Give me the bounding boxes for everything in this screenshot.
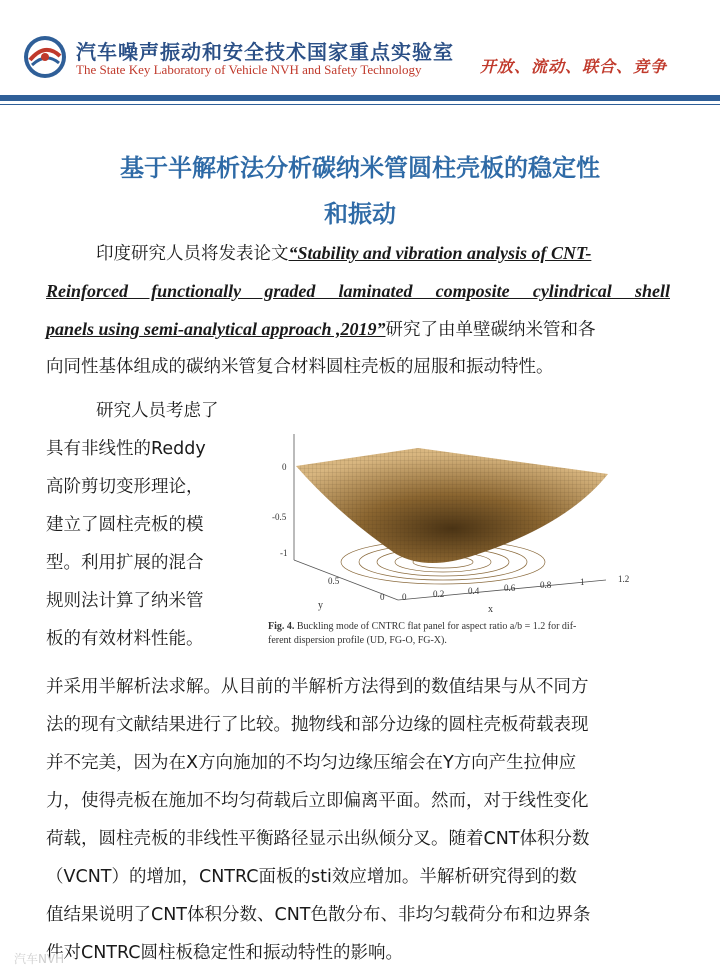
article-title: 基于半解析法分析碳纳米管圆柱壳板的稳定性 (120, 154, 600, 182)
intro-line-3 (46, 310, 596, 349)
paper-reference[interactable]: “Stability and vibration analysis of CNT- (288, 243, 592, 263)
body-line: （VCNT）的增加，CNTRC面板的sti效应增加。半解析研究得到的数 (46, 867, 577, 887)
paper-reference-end[interactable]: panels using semi-analytical approach ,2019” (46, 319, 386, 339)
caption-line-2: ferent dispersion profile (UD, FG-O, FG-X). (268, 635, 447, 646)
lab-name-en: The State Key Laboratory of Vehicle NVH and Safety Technology (76, 62, 422, 77)
lab-name-cn: 汽车噪声振动和安全技术国家重点实验室 (76, 40, 454, 64)
side-line: 具有非线性的Reddy (46, 439, 206, 459)
side-line: 研究人员考虑了 (96, 401, 219, 421)
body-paragraph (46, 668, 670, 972)
y-tick: 0 (380, 592, 385, 602)
body-line: 并采用半解析法求解。从目前的半解析方法得到的数值结果与从不同方 (46, 677, 589, 697)
watermark: 汽车NVH (14, 952, 65, 966)
lab-logo-icon (22, 34, 68, 80)
side-paragraph (46, 392, 246, 658)
intro-prefix: 印度研究人员将发表论文 (96, 244, 289, 264)
intro-line-4: 向同性基体组成的碳纳米管复合材料圆柱壳板的屈服和振动特性。 (46, 357, 554, 377)
body-line: 值结果说明了CNT体积分数、CNT色散分布、非均匀载荷分布和边界条 (46, 905, 591, 925)
surface-mesh (296, 448, 608, 563)
paper-reference-cont[interactable]: Reinforced functionally graded laminated composite cylindrical shell (46, 281, 670, 301)
side-line: 建立了圆柱壳板的模 (46, 515, 204, 535)
intro-line-2 (46, 272, 670, 311)
y-axis-label: y (318, 600, 323, 611)
body-line: 法的现有文献结果进行了比较。抛物线和部分边缘的圆柱壳板荷载表现 (46, 715, 589, 735)
x-tick: 1.2 (618, 574, 630, 584)
intro-line-1 (96, 234, 591, 273)
y-tick: 0.5 (328, 576, 340, 586)
body-line: 荷载，圆柱壳板的非线性平衡路径显示出纵倾分叉。随着CNT体积分数 (46, 829, 590, 849)
figure-caption (268, 620, 678, 648)
intro-paragraph (46, 234, 670, 386)
x-tick: 0.2 (433, 589, 445, 599)
x-tick: 0.8 (540, 580, 552, 590)
side-line: 型。利用扩展的混合 (46, 553, 204, 573)
lab-motto: 开放、流动、联合、竞争 (480, 57, 668, 76)
x-tick: 1 (580, 577, 585, 587)
intro-suffix: 研究了由单壁碳纳米管和各 (385, 320, 596, 340)
header-rule (0, 95, 720, 101)
x-axis (398, 580, 606, 600)
side-line: 规则法计算了纳米管 (46, 591, 204, 611)
x-axis-label: x (488, 604, 493, 615)
z-tick: -1 (280, 548, 288, 558)
caption-text: Buckling mode of CNTRC flat panel for aspect ratio a/b = 1.2 for dif- (294, 621, 577, 632)
side-line: 高阶剪切变形理论， (46, 477, 204, 497)
caption-label: Fig. 4. (268, 621, 295, 632)
page-header (0, 0, 720, 98)
z-tick: -0.5 (272, 512, 287, 522)
x-tick: 0.4 (468, 586, 480, 596)
x-tick: 0.6 (504, 583, 516, 593)
z-tick: 0 (282, 462, 287, 472)
side-line: 板的有效材料性能。 (46, 629, 204, 649)
article-title-line2: 和振动 (324, 200, 396, 228)
body-line: 件对CNTRC圆柱板稳定性和振动特性的影响。 (46, 943, 404, 963)
x-tick: 0 (402, 592, 407, 602)
body-line: 并不完美，因为在X方向施加的不均匀边缘压缩会在Y方向产生拉伸应 (46, 753, 577, 773)
buckling-mode-figure (268, 404, 688, 656)
body-line: 力，使得壳板在施加不均匀荷载后立即偏离平面。然而，对于线性变化 (46, 791, 589, 811)
header-rule-thin (0, 104, 720, 105)
